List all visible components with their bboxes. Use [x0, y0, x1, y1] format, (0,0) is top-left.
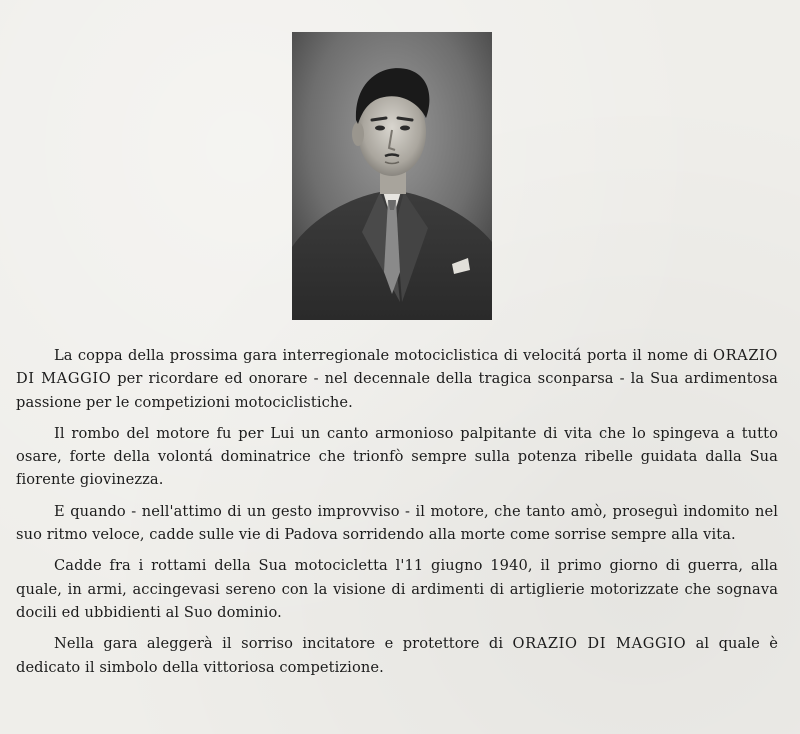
paragraph-4-text: Cadde fra i rottami della Sua motocicletta l'11 giugno 1940, il primo giorno di guerra, alla quale, in armi, accingevasi sereno con la visione di ardimenti di artiglierie motorizzate che sognava docili ed ubbidienti al Suo dominio. [16, 557, 778, 621]
paragraph-3 [16, 500, 778, 547]
paragraph-1 [16, 344, 778, 414]
paragraph-5-text-a: Nella gara aleggerà il sorriso incitatore e protettore di [54, 635, 513, 653]
paragraph-5 [16, 632, 778, 679]
paragraph-5-name: ORAZIO DI MAGGIO [512, 635, 687, 653]
paragraph-3-text: E quando - nell'attimo di un gesto improvviso - il motore, che tanto amò, proseguì indomito nel suo ritmo veloce, cadde sulle vie di Padova sorridendo alla morte come sorrise sempre alla vita. [16, 502, 778, 544]
paragraph-2 [16, 422, 778, 492]
paragraph-1-text-a: La coppa della prossima gara interregionale motociclistica di velocitá porta il nome di [54, 347, 714, 364]
portrait-photo [292, 32, 492, 320]
paragraph-4 [16, 554, 778, 624]
paragraph-2-text: Il rombo del motore fu per Lui un canto armonioso palpitante di vita che lo spingeva a tutto osare, forte della volontá dominatrice che trionfò sempre sulla potenza ribelle guidata dalla Sua fiorente giovinezza. [16, 424, 778, 489]
paragraph-1-name: ORAZIO DI MAGGIO [16, 347, 778, 388]
paragraph-1-text-b: per ricordare ed onorare - nel decennale della tragica sconparsa - la Sua ardimentosa passione per le competizioni motociclistiche. [16, 370, 778, 411]
paragraph-5-text-b: al quale è dedicato il simbolo della vittoriosa competizione. [16, 635, 778, 676]
memorial-text [16, 344, 778, 687]
portrait-image [292, 32, 492, 320]
